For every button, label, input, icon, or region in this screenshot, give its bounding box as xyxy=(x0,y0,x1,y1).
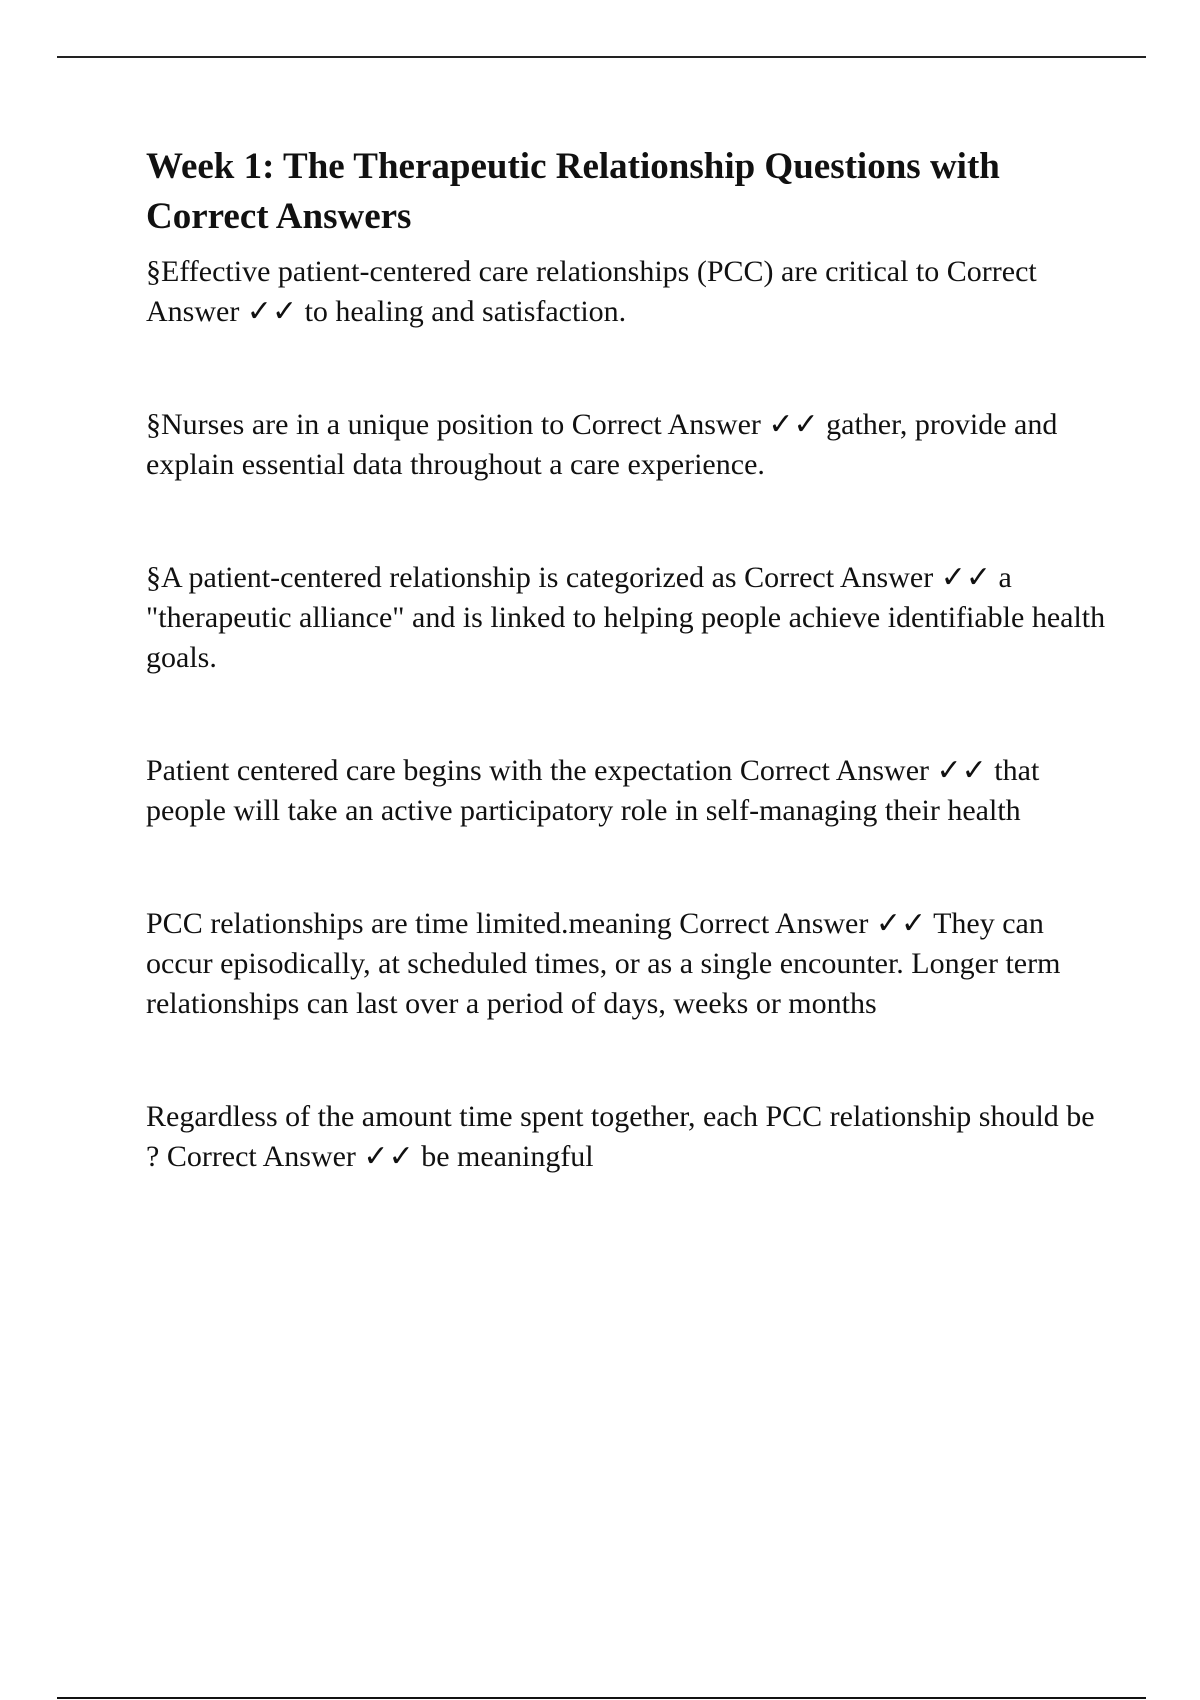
document-title: Week 1: The Therapeutic Relationship Questions with Correct Answers xyxy=(146,146,1000,237)
qa-item-1: §Effective patient-centered care relationships (PCC) are critical to Correct Answer ✓✓ to healing and satisfaction. xyxy=(146,255,1037,328)
qa-item-4: Patient centered care begins with the expectation Correct Answer ✓✓ that people will take an active participatory role in self-managing their health xyxy=(146,754,1040,827)
qa-item-2: §Nurses are in a unique position to Correct Answer ✓✓ gather, provide and explain essential data throughout a care experience. xyxy=(146,408,1058,481)
qa-item-6: Regardless of the amount time spent together, each PCC relationship should be ? Correct Answer ✓✓ be meaningful xyxy=(146,1100,1095,1173)
qa-item-3: §A patient-centered relationship is categorized as Correct Answer ✓✓ a "therapeutic alliance" and is linked to helping people achieve identifiable health goals. xyxy=(146,561,1106,674)
qa-item-5: PCC relationships are time limited.meaning Correct Answer ✓✓ They can occur episodically, at scheduled times, or as a single encounter. Longer term relationships can last over a period of days, weeks or months xyxy=(146,907,1061,1020)
document-body xyxy=(146,142,1106,1177)
bottom-rule xyxy=(57,1697,1146,1699)
top-rule xyxy=(57,56,1146,58)
